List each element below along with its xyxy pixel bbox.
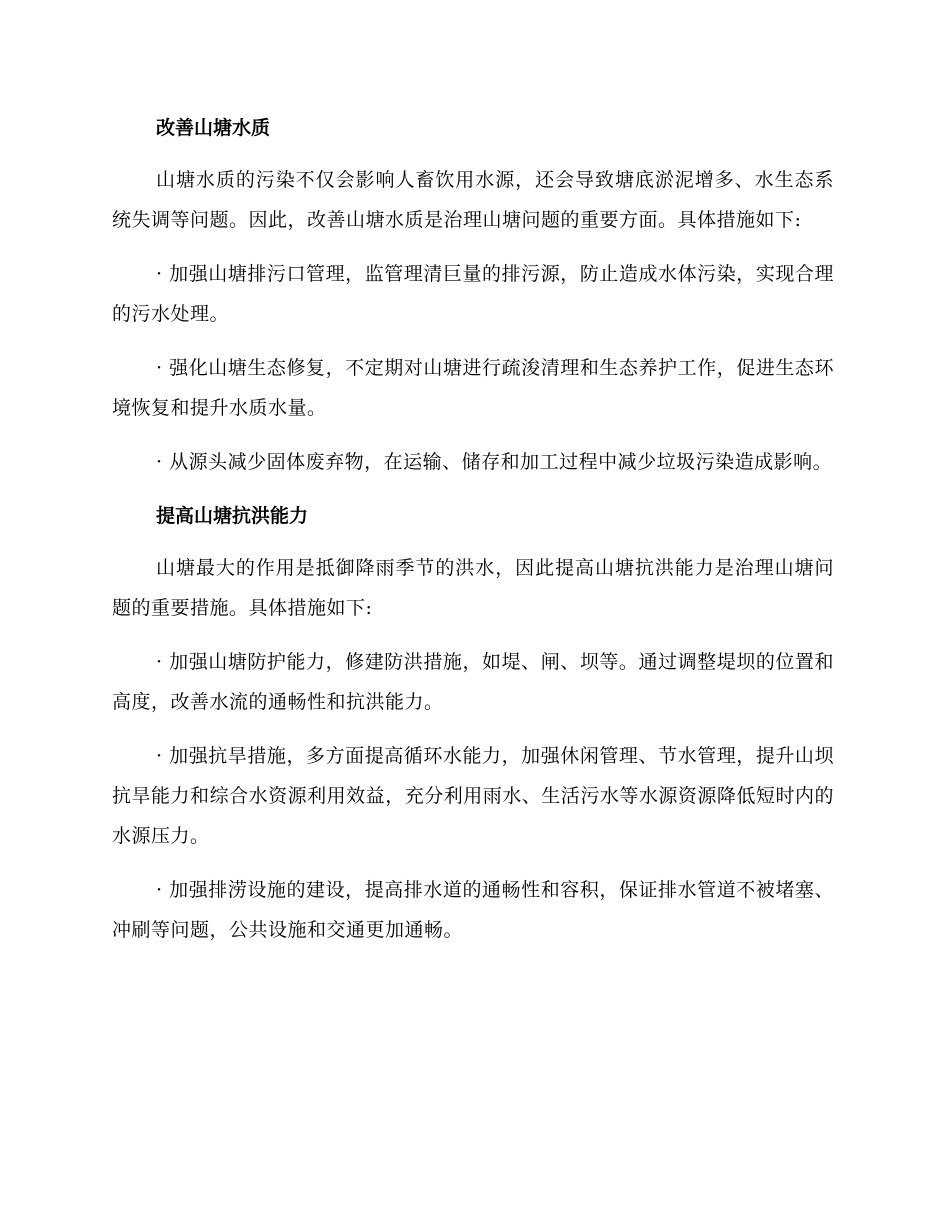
bullet-item: · 加强山塘防护能力，修建防洪措施，如堤、闸、坝等。通过调整堤坝的位置和高度，改善水流的通畅性和抗洪能力。: [112, 651, 834, 713]
bullet-item: · 从源头减少固体废弃物，在运输、储存和加工过程中减少垃圾污染造成影响。: [156, 451, 833, 473]
section-heading-water-quality: 改善山塘水质: [156, 117, 271, 139]
section-intro-flood-resistance: 山塘最大的作用是抵御降雨季节的洪水，因此提高山塘抗洪能力是治理山塘问题的重要措施。具体措施如下:: [112, 557, 834, 619]
bullet-item: · 强化山塘生态修复，不定期对山塘进行疏浚清理和生态养护工作，促进生态环境恢复和提升水质水量。: [112, 357, 834, 419]
bullet-item: · 加强山塘排污口管理，监管理清巨量的排污源，防止造成水体污染，实现合理的污水处理。: [112, 263, 834, 325]
bullet-item: · 加强抗旱措施，多方面提高循环水能力，加强休闲管理、节水管理，提升山坝抗旱能力和综合水资源利用效益，充分利用雨水、生活污水等水源资源降低短时内的水源压力。: [112, 745, 834, 847]
bullet-item: · 加强排涝设施的建设，提高排水道的通畅性和容积，保证排水管道不被堵塞、冲刷等问题，公共设施和交通更加通畅。: [112, 879, 834, 941]
document-body: [112, 108, 834, 964]
section-intro-water-quality: 山塘水质的污染不仅会影响人畜饮用水源，还会导致塘底淤泥增多、水生态系统失调等问题。因此，改善山塘水质是治理山塘问题的重要方面。具体措施如下:: [112, 169, 834, 231]
section-heading-flood-resistance: 提高山塘抗洪能力: [156, 505, 309, 527]
